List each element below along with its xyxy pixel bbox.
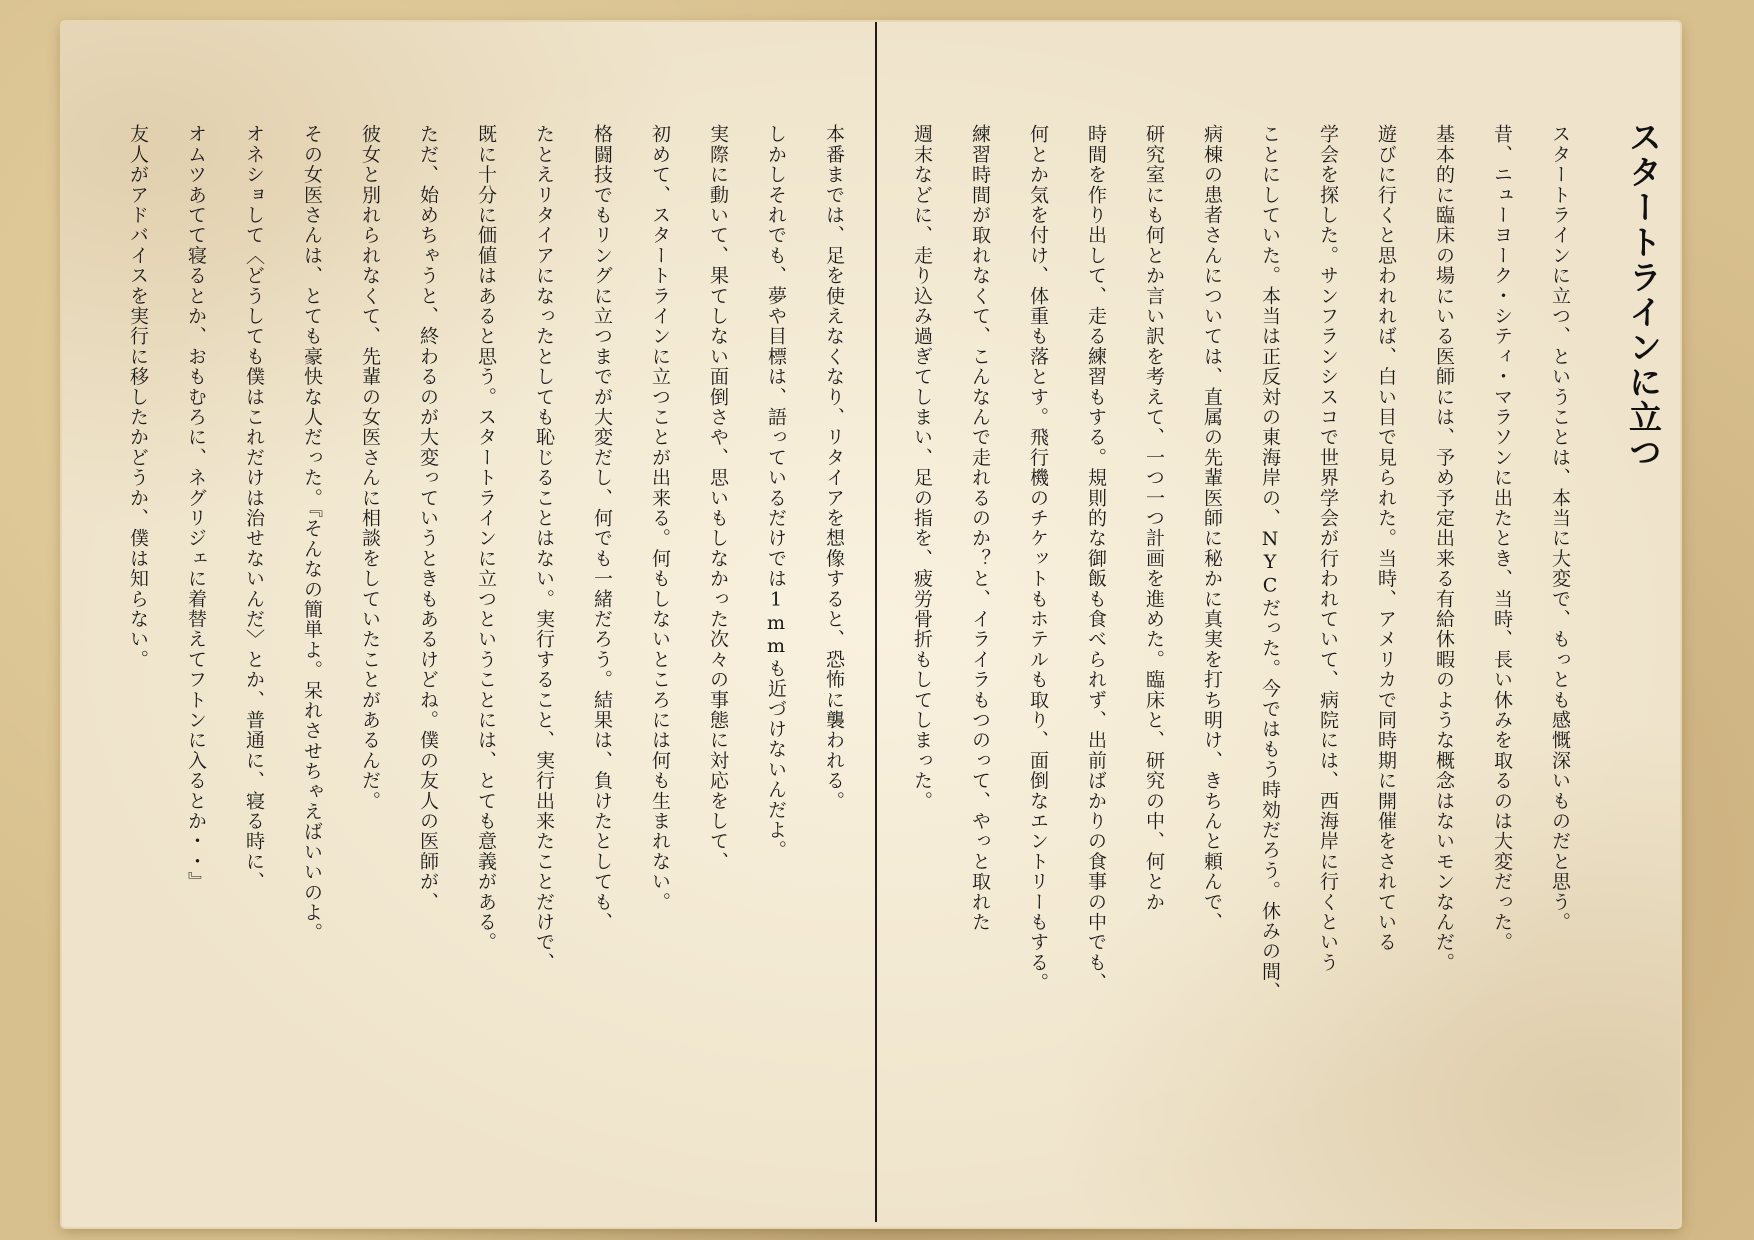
text-column: オムツあてて寝るとか、おもむろに、ネグリジェに着替えてフトンに入るとか・・』: [185, 124, 207, 892]
text-column: 研究室にも何とか言い訳を考えて、一つ一つ計画を進めた。臨床と、研究の中、何とか: [1143, 124, 1165, 912]
text-column: 学会を探した。サンフランシスコで世界学会が行われていて、病院には、西海岸に行くという: [1317, 124, 1339, 973]
text-column: しかしそれでも、夢や目標は、語っているだけでは1mmも近づけないんだよ。: [765, 124, 787, 861]
text-column: 実際に動いて、果てしない面倒さや、思いもしなかった次々の事態に対応をして、: [707, 124, 729, 872]
text-column: 基本的に臨床の場にいる医師には、予め予定出来る有給休暇のような概念はないモンなんだ。: [1433, 124, 1455, 973]
text-column: 友人がアドバイスを実行に移したかどうか、僕は知らない。: [127, 124, 149, 670]
text-column: たとえリタイアになったとしても恥じることはない。実行すること、実行出来たことだけで、: [533, 124, 555, 973]
text-column: 格闘技でもリングに立つまでが大変だし、何でも一緒だろう。結果は、負けたとしても、: [591, 124, 613, 932]
text-column: 週末などに、走り込み過ぎてしまい、足の指を、疲労骨折もしてしまった。: [911, 124, 933, 811]
text-column: オネショして〈どうしても僕はこれだけは治せないんだ〉とか、普通に、寝る時に、: [243, 124, 265, 892]
text-column: 遊びに行くと思われれば、白い目で見られた。当時、アメリカで同時期に開催をされている: [1375, 124, 1397, 953]
page-fold-line: [875, 22, 877, 1222]
text-column: 病棟の患者さんについては、直属の先輩医師に秘かに真実を打ち明け、きちんと頼んで、: [1201, 124, 1223, 932]
text-column: 初めて、スタートラインに立つことが出来る。何もしないところには何も生まれない。: [649, 124, 671, 912]
text-column: 本番までは、足を使えなくなり、リタイアを想像すると、恐怖に襲われる。: [823, 124, 845, 811]
text-column: その女医さんは、とても豪快な人だった。『そんなの簡単よ。呆れさせちゃえばいいのよ。: [301, 124, 323, 943]
text-column: ただ、始めちゃうと、終わるのが大変っていうときもあるけどね。僕の友人の医師が、: [417, 124, 439, 912]
text-column: スタートラインに立つ、ということは、本当に大変で、もっとも感慨深いものだと思う。: [1549, 124, 1571, 932]
text-column: 時間を作り出して、走る練習もする。規則的な御飯も食べられず、出前ばかりの食事の中でも、: [1085, 124, 1107, 993]
essay-title: スタートラインに立つ: [1624, 120, 1663, 470]
text-column: 彼女と別れられなくて、先輩の女医さんに相談をしていたことがあるんだ。: [359, 124, 381, 811]
text-column: 何とか気を付け、体重も落とす。飛行機のチケットもホテルも取り、面倒なエントリーもする。: [1027, 124, 1049, 993]
text-column: 練習時間が取れなくて、こんなんで走れるのか？と、イライラもつのって、やっと取れた: [969, 124, 991, 932]
text-column: 昔、ニューヨーク・シティ・マラソンに出たとき、当時、長い休みを取るのは大変だった。: [1491, 124, 1513, 953]
text-column: 既に十分に価値はあると思う。スタートラインに立つということには、とても意義がある。: [475, 124, 497, 953]
text-column: ことにしていた。本当は正反対の東海岸の、NYCだった。今ではもう時効だろう。休みの間、: [1259, 124, 1281, 1002]
